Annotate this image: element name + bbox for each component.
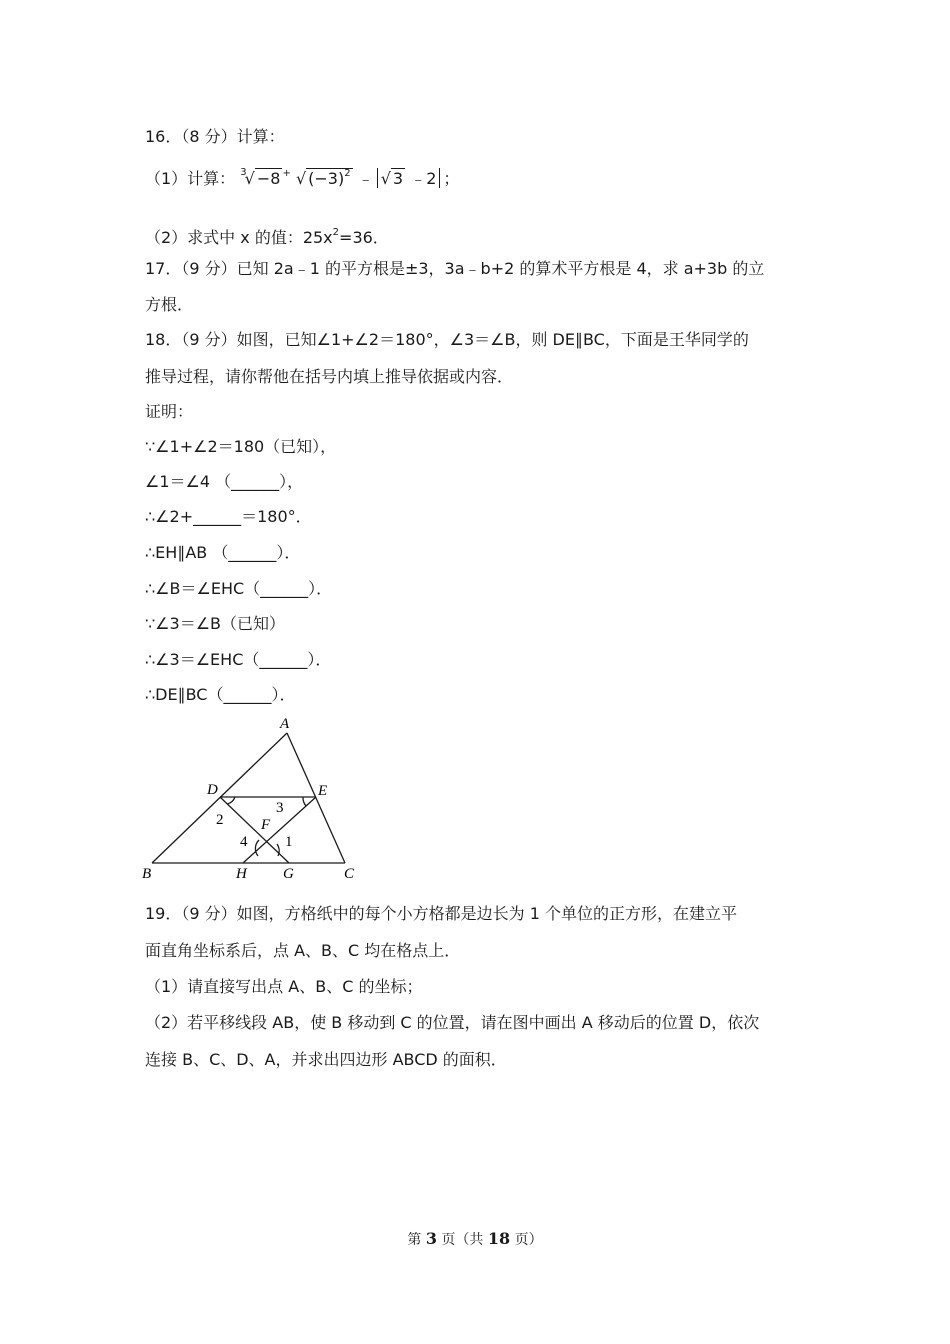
proof-step: ∴∠3＝∠EHC（______）． — [145, 650, 332, 669]
q16-part2-prefix: （2）求式中 x 的值：25x — [145, 228, 333, 247]
cube-root-index: 3 — [240, 167, 247, 178]
q16-part1 — [145, 162, 459, 190]
q19-line2: 面直角坐标系后，点 A、B、C 均在格点上． — [145, 941, 461, 960]
q18-line1: 18．（9 分）如图，已知∠1+∠2＝180°，∠3＝∠B，则 DE∥BC，下面是王华同学的 — [145, 330, 749, 349]
footer-total-pages: 18 — [487, 1229, 511, 1248]
proof-step: ∵∠1+∠2＝180（已知）， — [145, 437, 337, 456]
proof-step: ∴∠B＝∠EHC（______）． — [145, 579, 333, 598]
angle-3-arc — [303, 797, 306, 806]
abs-sqrt: √ 3 — [380, 169, 404, 188]
angle-3-label: 3 — [276, 800, 284, 816]
abs-rest: ﹣2 — [410, 169, 437, 188]
q19-line4: （2）若平移线段 AB，使 B 移动到 C 的位置，请在图中画出 A 移动后的位置 D，依次 — [145, 1013, 760, 1032]
q18-line2: 推导过程，请你帮他在括号内填上推导依据或内容． — [145, 367, 514, 386]
proof-step: ∴∠2+______＝180°． — [145, 507, 312, 526]
label-g: G — [283, 866, 294, 882]
q19-line1: 19．（9 分）如图，方格纸中的每个小方格都是边长为 1 个单位的正方形，在建立平 — [145, 904, 737, 923]
angle-4-label: 4 — [240, 834, 248, 850]
abs-right-bar — [439, 168, 440, 188]
cube-root: $^3$√ −8 — [240, 167, 281, 188]
line-ab — [152, 733, 287, 863]
label-c: C — [344, 866, 355, 882]
q16-part1-end: ； — [443, 169, 460, 188]
q16-part2-suffix: =36． — [339, 228, 389, 247]
q19-line3: （1）请直接写出点 A、B、C 的坐标； — [145, 977, 423, 996]
q16-part2 — [145, 222, 389, 249]
angle-2-label: 2 — [216, 812, 224, 828]
q16-part2-exp: 2 — [332, 227, 340, 238]
label-d: D — [207, 782, 218, 798]
q17-line1: 17．（9 分）已知 2a﹣1 的平方根是±3，3a﹣b+2 的算术平方根是 4，求 a+3b 的立 — [145, 259, 765, 278]
label-b: B — [142, 866, 152, 882]
angle-4-arc — [255, 840, 259, 856]
proof-step: ∵∠3＝∠B（已知） — [145, 614, 286, 633]
footer-page-number: 3 — [425, 1229, 437, 1248]
q16-part1-prefix: （1）计算： — [145, 169, 236, 188]
abs-left-bar — [377, 168, 378, 188]
footer-pre: 第 — [407, 1232, 426, 1248]
q16-title: 16．（8 分）计算： — [145, 127, 285, 146]
label-f: F — [261, 817, 271, 833]
square-root-arg — [306, 168, 352, 188]
angle-1-label: 1 — [285, 834, 293, 850]
proof-step: ∴DE∥BC（______）． — [145, 685, 296, 704]
angle-1-arc — [277, 844, 279, 856]
square-root: √ $(-3)^2$ — [295, 168, 351, 188]
label-h: H — [236, 866, 247, 882]
label-e: E — [318, 783, 328, 799]
triangle-figure — [140, 712, 370, 884]
q17-line2: 方根． — [145, 295, 194, 314]
proof-step: ∠1＝∠4 （______）， — [145, 472, 304, 491]
minus-sign: ﹣ — [357, 169, 374, 188]
abs-sqrt-arg: 3 — [392, 169, 404, 188]
proof-title: 证明： — [145, 402, 194, 421]
plus-sign: + — [282, 168, 291, 179]
line-ac — [287, 733, 345, 863]
angle-2-arc — [227, 797, 235, 804]
q19-line5: 连接 B、C、D、A，并求出四边形 ABCD 的面积． — [145, 1050, 507, 1069]
page-footer — [0, 1229, 950, 1249]
square-root-base: (−3) — [308, 169, 345, 188]
square-root-exp: 2 — [344, 168, 351, 179]
label-a: A — [280, 716, 290, 732]
proof-step: ∴EH∥AB （______）． — [145, 543, 301, 562]
footer-post: 页） — [510, 1232, 543, 1248]
cube-root-arg: −8 — [256, 169, 281, 188]
footer-mid: 页（共 — [436, 1232, 488, 1248]
